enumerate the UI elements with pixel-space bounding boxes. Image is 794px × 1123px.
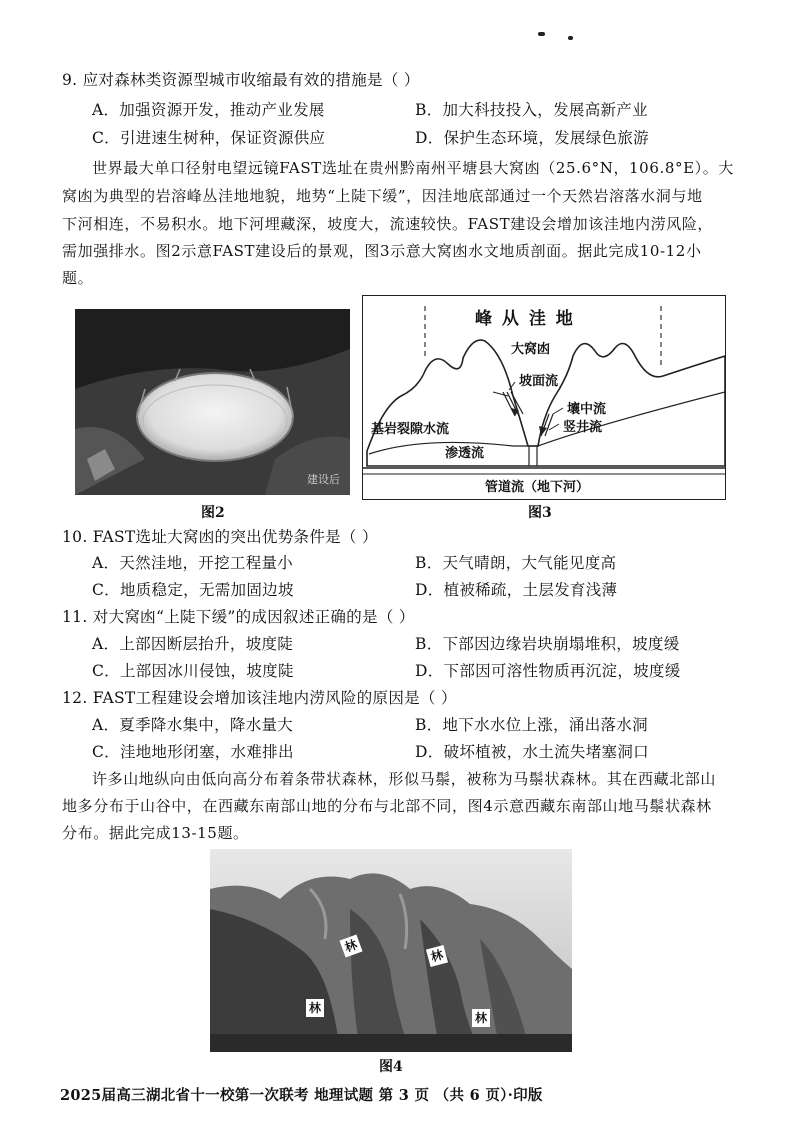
question-11-option-a[interactable]: A．上部因断层抬升，坡度陡 [92,635,294,653]
question-12-option-d[interactable]: D．破坏植被，水土流失堵塞洞口 [415,743,649,761]
question-10-stem: 10. FAST选址大窝凼的突出优势条件是（ ） [62,528,378,546]
passage-2-line-1: 许多山地纵向由低向高分布着条带状森林，形似马鬃，被称为马鬃状森林。其在西藏北部山 [92,770,717,788]
passage-2-line-2: 地多分布于山谷中，在西藏东南部山地的分布与北部不同，图4示意西藏东南部山地马鬃状森林 [62,797,712,815]
figure-3-diagram [362,295,726,500]
question-12-stem: 12. FAST工程建设会增加该洼地内涝风险的原因是（ ） [62,689,457,707]
label-slope-flow: 坡面流 [519,374,559,389]
figure-2-caption: 图2 [201,505,225,521]
passage-1-line-5: 题。 [62,269,94,287]
label-dawodang: 大窝凼 [511,342,551,357]
question-9-option-d[interactable]: D．保护生态环境，发展绿色旅游 [415,129,649,147]
question-12-option-a[interactable]: A．夏季降水集中，降水量大 [92,716,294,734]
label-conduit-flow: 管道流（地下河） [485,480,590,495]
figure-4-caption: 图4 [379,1059,403,1075]
forest-mark-3: 林 [306,999,324,1017]
forest-mark-2: 林 [426,945,448,967]
label-shaft-flow: 竖井流 [563,420,603,435]
ink-speck [538,32,545,36]
passage-1-line-4: 需加强排水。图2示意FAST建设后的景观，图3示意大窝凼水文地质剖面。据此完成10-12小 [62,242,702,260]
ink-speck [568,36,573,40]
question-12-option-c[interactable]: C．洼地地形闭塞，水难排出 [92,743,294,761]
question-9-option-c[interactable]: C．引进速生树种，保证资源供应 [92,129,326,147]
question-9-option-b[interactable]: B．加大科技投入，发展高新产业 [415,101,648,119]
question-11-option-b[interactable]: B．下部因边缘岩块崩塌堆积，坡度缓 [415,635,680,653]
label-soil-flow: 壤中流 [567,402,607,417]
label-seepage-flow: 渗透流 [445,446,485,461]
question-10-option-a[interactable]: A．天然洼地，开挖工程量小 [92,554,294,572]
question-9-option-a[interactable]: A．加强资源开发，推动产业发展 [92,101,325,119]
passage-2-line-3: 分布。据此完成13-15题。 [62,824,249,842]
passage-1-line-2: 窝凼为典型的岩溶峰丛洼地地貌，地势“上陡下缓”，因洼地底部通过一个天然岩溶落水洞与地 [62,187,703,205]
question-10-option-d[interactable]: D．植被稀疏，土层发育浅薄 [415,581,618,599]
question-9-stem: 9. 应对森林类资源型城市收缩最有效的措施是（ ） [62,71,420,89]
question-10-option-b[interactable]: B．天气晴朗，大气能见度高 [415,554,617,572]
figure-4-photo [210,849,572,1052]
figure-2-photo [75,309,350,495]
figure-3-caption: 图3 [528,505,552,521]
question-11-option-d[interactable]: D．下部因可溶性物质再沉淀，坡度缓 [415,662,681,680]
passage-1-line-3: 下河相连，不易积水。地下河埋藏深，坡度大，流速较快。FAST建设会增加该洼地内涝风险， [62,215,714,233]
passage-1-line-1: 世界最大单口径射电望远镜FAST选址在贵州黔南州平塘县大窝凼（25.6°N，106.8°E）。大 [92,159,734,177]
label-fissure-flow: 基岩裂隙水流 [371,422,450,437]
question-11-option-c[interactable]: C．上部因冰川侵蚀，坡度陡 [92,662,294,680]
question-11-stem: 11. 对大窝凼“上陡下缓”的成因叙述正确的是（ ） [62,608,415,626]
forest-mark-4: 林 [472,1009,490,1027]
figure-2-watermark: 建设后 [307,473,340,486]
figure-3-title: 峰 从 洼 地 [475,309,575,329]
question-10-option-c[interactable]: C．地质稳定，无需加固边坡 [92,581,294,599]
question-12-option-b[interactable]: B．地下水水位上涨，涌出落水洞 [415,716,648,734]
page-footer: 2025届高三湖北省十一校第一次联考 地理试题 第 3 页 （共 6 页）·印版 [60,1087,543,1104]
forest-mark-1: 林 [339,934,362,957]
